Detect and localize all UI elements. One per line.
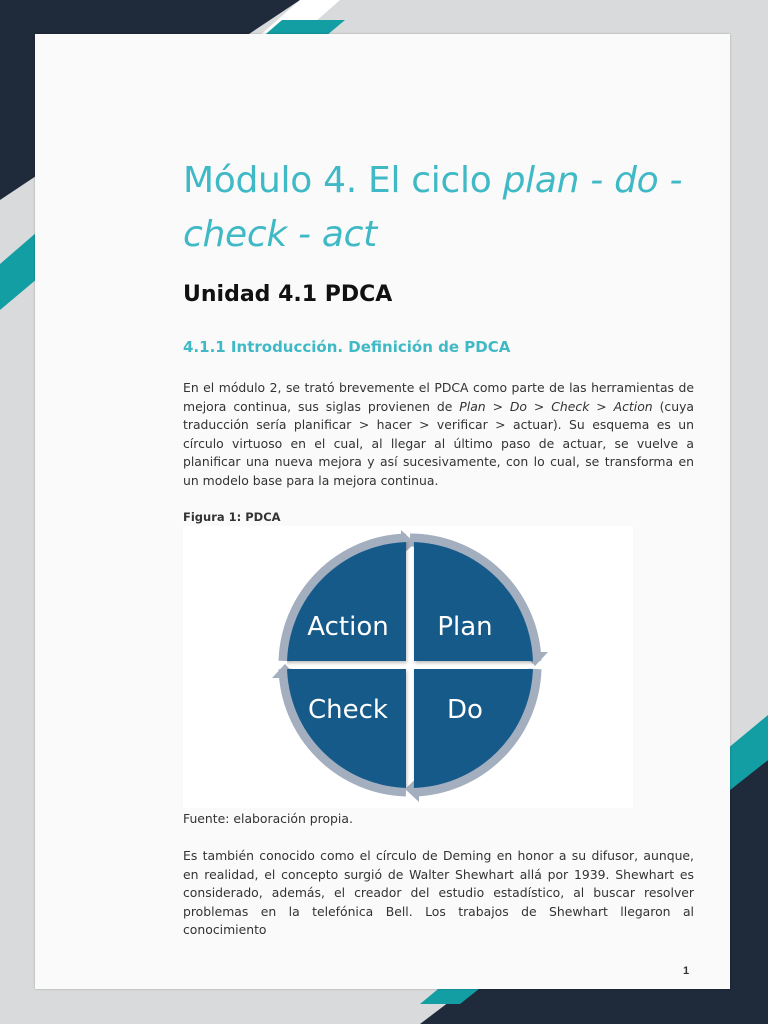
intro-italic-terms: Plan > Do > Check > Action bbox=[459, 398, 653, 414]
label-plan: Plan bbox=[437, 612, 493, 642]
figure-label: Figura 1: PDCA bbox=[183, 510, 281, 524]
intro-text-before: En el módulo 2, se trató brevemente el PDCA como parte de las herramientas de mejora continua, sus siglas provienen de bbox=[183, 380, 694, 414]
page-number: 1 bbox=[683, 965, 690, 977]
label-do: Do bbox=[447, 695, 483, 725]
title-text: Módulo 4. El ciclo bbox=[183, 160, 503, 201]
label-check: Check bbox=[308, 695, 388, 725]
intro-paragraph bbox=[183, 379, 694, 490]
document-page bbox=[35, 34, 730, 989]
body-paragraph: Es también conocido como el círculo de Deming en honor a su difusor, aunque, en realidad, el concepto surgió de Walter Shewhart allá por 1939. Shewhart es considerado, además, el creador del estudio estadístico, al buscar resolver problemas en la telefónica Bell. Los trabajos de Shewhart llegaron al conocimiento bbox=[183, 848, 694, 937]
title-italic-text: plan - do - check - act bbox=[183, 160, 683, 255]
intro-text-after: (cuya traducción sería planificar > hacer > verificar > actuar). Su esquema es un círculo virtuoso en el cual, al llegar al último paso de actuar, se vuelve a planificar una nueva mejora y así sucesivamente, con lo cual, se transforma en un modelo base para la mejora continua. bbox=[183, 398, 694, 488]
section-heading: 4.1.1 Introducción. Definición de PDCA bbox=[183, 338, 511, 356]
unit-heading: Unidad 4.1 PDCA bbox=[183, 282, 393, 307]
label-action: Action bbox=[307, 612, 389, 642]
figure-source: Fuente: elaboración propia. bbox=[183, 811, 353, 826]
page-title bbox=[183, 154, 713, 262]
arrow-heads bbox=[272, 530, 548, 802]
cycle-arrows bbox=[285, 540, 535, 790]
pdca-figure bbox=[183, 526, 633, 808]
pdca-cycle-diagram bbox=[183, 526, 633, 808]
